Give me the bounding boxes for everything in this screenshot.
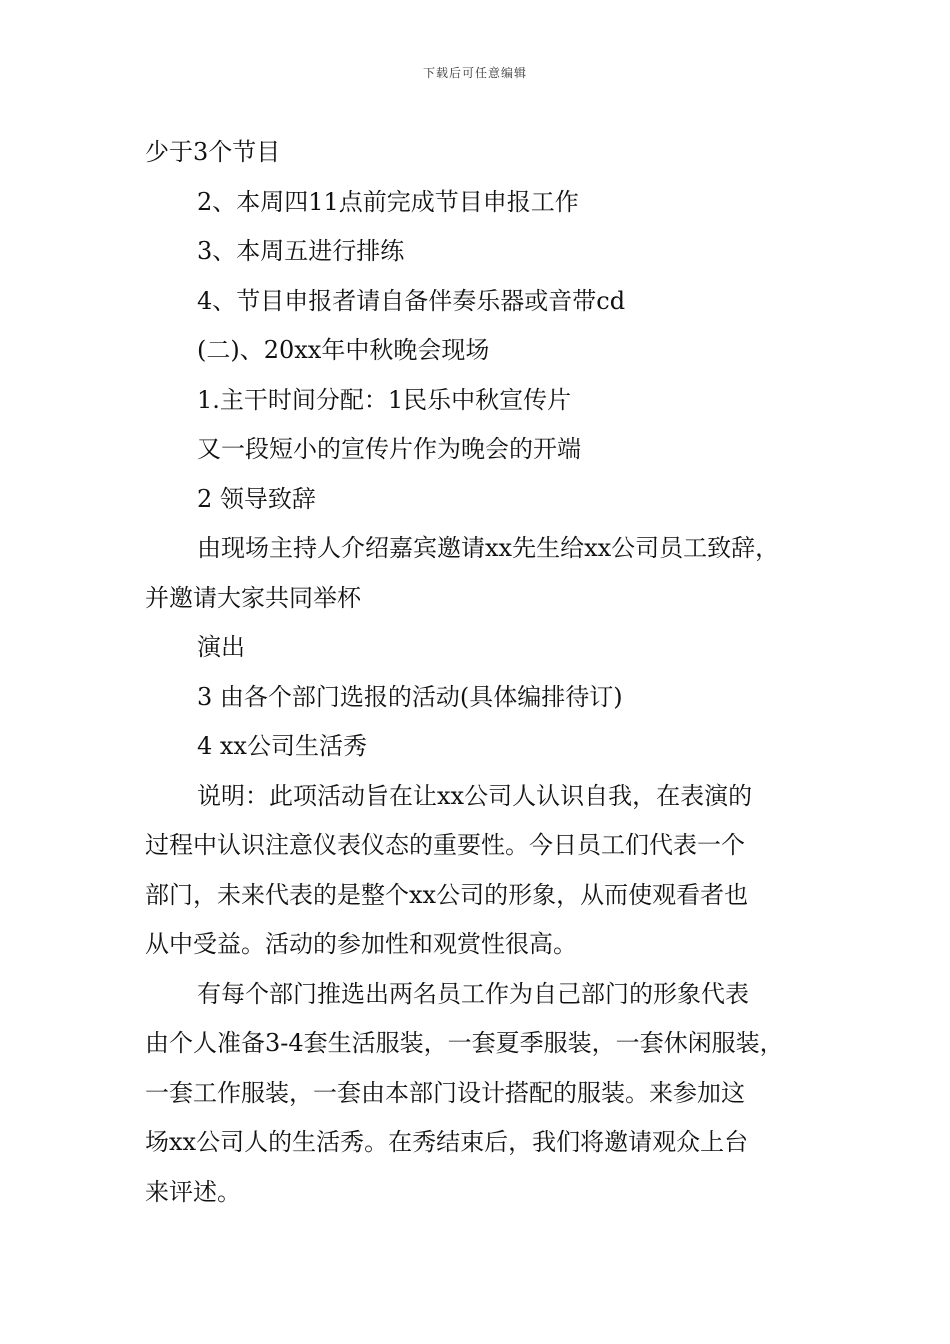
paragraph: 2 领导致辞 xyxy=(197,484,316,513)
paragraph: 4 xx公司生活秀 xyxy=(197,732,367,760)
paragraph: 2、本周四11点前完成节目申报工作 xyxy=(197,187,579,216)
section-heading: (二)、20xx年中秋晚会现场 xyxy=(197,336,490,364)
paragraph-line: 来评述。 xyxy=(145,1177,241,1206)
paragraph-line: 由个人准备3-4套生活服装，一套夏季服装，一套休闲服装， xyxy=(145,1029,784,1057)
paragraph xyxy=(145,524,835,623)
paragraph-line: 部门，未来代表的是整个xx公司的形象，从而使观看者也 xyxy=(145,880,749,909)
paragraph: 1.主干时间分配：1民乐中秋宣传片 xyxy=(197,385,572,414)
paragraph: 又一段短小的宣传片作为晚会的开端 xyxy=(197,435,581,463)
paragraph: 3、本周五进行排练 xyxy=(197,237,405,265)
paragraph-line: 有每个部门推选出两名员工作为自己部门的形象代表 xyxy=(197,979,749,1008)
page-header: 下载后可任意编辑 xyxy=(422,66,527,80)
paragraph xyxy=(145,970,835,1218)
paragraph-line: 说明：此项活动旨在让xx公司人认识自我，在表演的 xyxy=(197,781,753,810)
paragraph: 3 由各个部门选报的活动(具体编排待订) xyxy=(197,682,623,711)
paragraph: 演出 xyxy=(197,633,245,661)
paragraph-line: 由现场主持人介绍嘉宾邀请xx先生给xx公司员工致辞， xyxy=(197,534,780,562)
paragraph-line: 过程中认识注意仪表仪态的重要性。今日员工们代表一个 xyxy=(145,831,745,859)
paragraph: 少于3个节目 xyxy=(145,138,281,166)
paragraph xyxy=(145,772,835,970)
paragraph-line: 一套工作服装，一套由本部门设计搭配的服装。来参加这 xyxy=(145,1078,745,1107)
paragraph: 4、节目申报者请自备伴奏乐器或音带cd xyxy=(197,286,626,315)
paragraph-line: 并邀请大家共同举杯 xyxy=(145,583,361,612)
paragraph-line: 从中受益。活动的参加性和观赏性很高。 xyxy=(145,930,577,958)
paragraph-line: 场xx公司人的生活秀。在秀结束后，我们将邀请观众上台 xyxy=(145,1128,749,1156)
document-body xyxy=(145,128,835,1217)
